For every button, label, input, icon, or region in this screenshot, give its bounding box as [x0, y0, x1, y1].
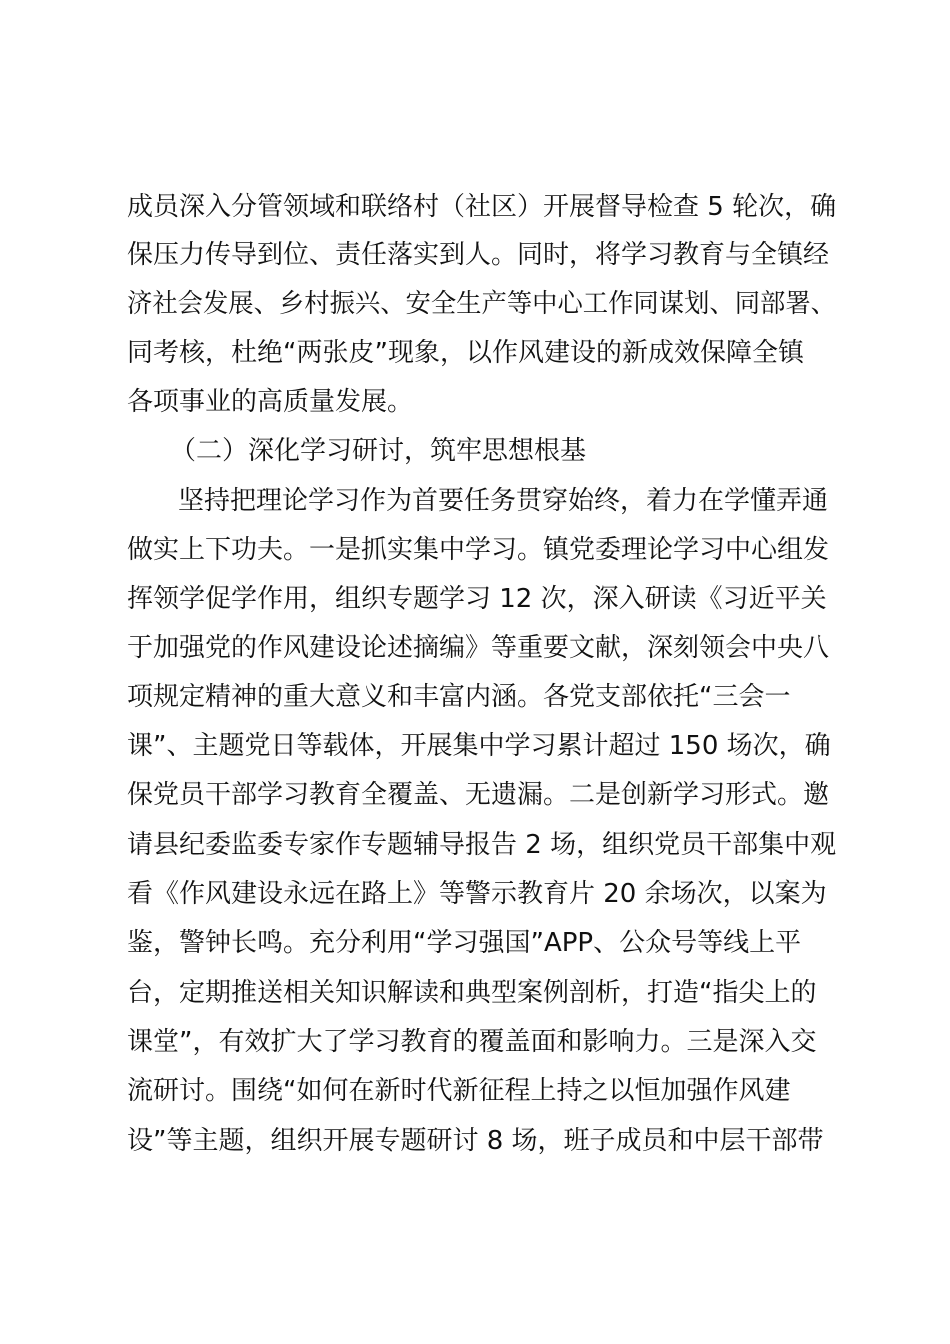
paragraph-line: 看《作风建设永远在路上》等警示教育片 20 余场次，以案为	[127, 879, 827, 909]
paragraph-line: 做实上下功夫。一是抓实集中学习。镇党委理论学习中心组发	[127, 535, 830, 565]
paragraph-line: 项规定精神的重大意义和丰富内涵。各党支部依托“三会一	[127, 682, 791, 712]
paragraph-line: 台，定期推送相关知识解读和典型案例剖析，打造“指尖上的	[127, 978, 817, 1008]
paragraph-line: 各项事业的高质量发展。	[127, 387, 414, 417]
paragraph-line: 成员深入分管领域和联络村（社区）开展督导检查 5 轮次，确	[127, 192, 837, 222]
paragraph-line: 保压力传导到位、责任落实到人。同时，将学习教育与全镇经	[127, 240, 830, 270]
paragraph-line: 挥领学促学作用，组织专题学习 12 次，深入研读《习近平关	[127, 584, 827, 614]
paragraph-line: 济社会发展、乡村振兴、安全生产等中心工作同谋划、同部署、	[127, 289, 837, 319]
paragraph-line: 坚持把理论学习作为首要任务贯穿始终，着力在学懂弄通	[178, 486, 829, 516]
paragraph-line: 鉴，警钟长鸣。充分利用“学习强国”APP、公众号等线上平	[127, 928, 802, 958]
paragraph-line: 保党员干部学习教育全覆盖、无遗漏。二是创新学习形式。邀	[127, 780, 830, 810]
paragraph-line: 课”、主题党日等载体，开展集中学习累计超过 150 场次，确	[127, 731, 831, 761]
section-heading: （二）深化学习研讨，筑牢思想根基	[170, 436, 587, 466]
paragraph-line: 于加强党的作风建设论述摘编》等重要文献，深刻领会中央八	[127, 633, 830, 663]
paragraph-line: 设”等主题，组织开展专题研讨 8 场，班子成员和中层干部带	[127, 1126, 824, 1156]
paragraph-line: 流研讨。围绕“如何在新时代新征程上持之以恒加强作风建	[127, 1076, 791, 1106]
paragraph-line: 请县纪委监委专家作专题辅导报告 2 场，组织党员干部集中观	[127, 830, 837, 860]
paragraph-line: 课堂”，有效扩大了学习教育的覆盖面和影响力。三是深入交	[127, 1027, 817, 1057]
paragraph-line: 同考核，杜绝“两张皮”现象，以作风建设的新成效保障全镇	[127, 338, 804, 368]
